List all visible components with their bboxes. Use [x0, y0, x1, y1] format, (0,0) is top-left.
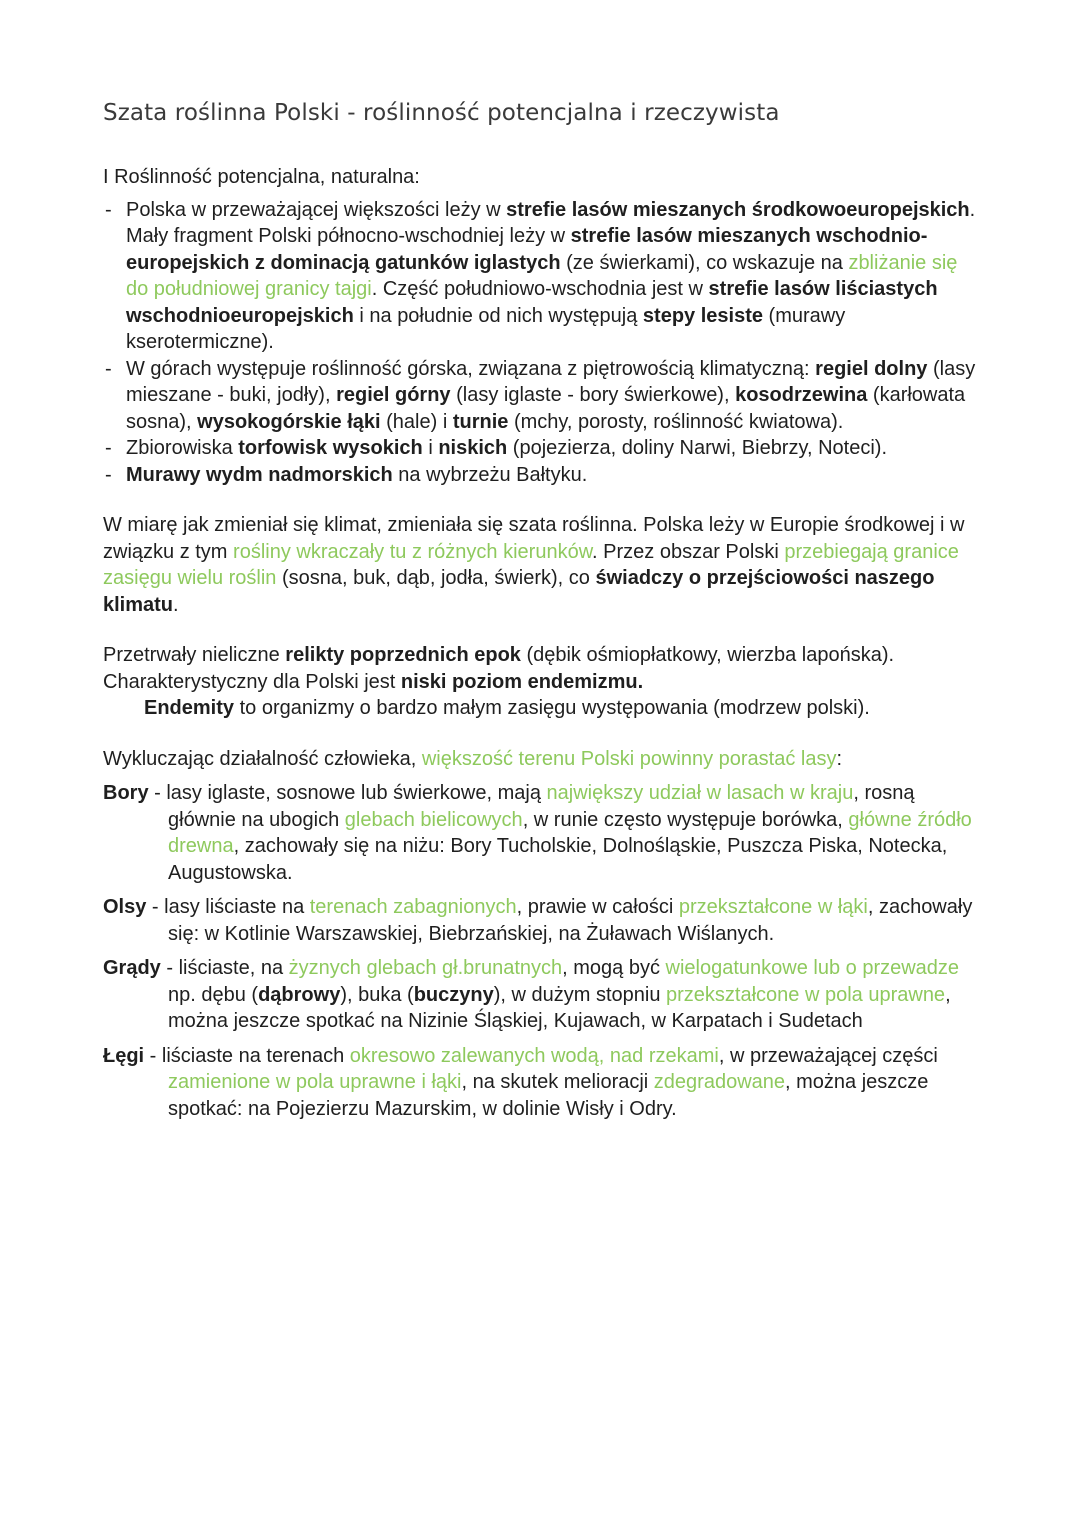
text-run: - liściaste na terenach [144, 1044, 350, 1067]
document-page [103, 100, 983, 1130]
text-run: , w runie często występuje borówka, [522, 808, 849, 831]
text-run: , na skutek melioracji [461, 1071, 654, 1093]
bold-term: buczyny [413, 983, 494, 1006]
potential-vegetation-section [103, 164, 983, 488]
bold-term: regiel dolny [815, 357, 928, 380]
text-run: W górach występuje roślinność górska, związana z piętrowością klimatyczną: [126, 357, 816, 380]
bold-term: wysokogórskie łąki [197, 410, 381, 433]
text-run: - lasy iglaste, sosnowe lub świerkowe, mają [148, 782, 547, 804]
text-run: Przetrwały nieliczne [103, 644, 286, 666]
bold-term: strefie lasów liściastych wschodnioeuropejskich [126, 278, 938, 327]
forests-section [103, 746, 983, 1123]
highlighted-phrase: okresowo zalewanych wodą, nad rzekami [349, 1044, 719, 1067]
text-run: (dębik ośmiopłatkowy, wierzba lapońska). Charakterystyczny dla Polski jest [103, 644, 895, 693]
text-run: (mchy, porosty, roślinność kwiatowa). [508, 410, 844, 433]
highlighted-phrase: glebach bielicowych [344, 808, 523, 831]
text-run: , rosną głównie na ubogich [168, 782, 915, 831]
relicts-paragraph-section [103, 642, 983, 722]
text-run: , można jeszcze spotkać na Nizinie Śląskiej, Kujawach, w Karpatach i Sudetach [168, 983, 951, 1032]
forest-type-term: Łęgi [103, 1044, 145, 1067]
bold-term: kosodrzewina [735, 384, 868, 406]
text-run: , prawie w całości [516, 896, 679, 918]
text-run: . Przez obszar Polski [592, 540, 785, 563]
highlighted-phrase: przekształcone w pola uprawne [666, 983, 946, 1006]
bullet-marker: - [105, 463, 112, 486]
text-run: - lasy liściaste na [146, 896, 310, 918]
bold-term: strefie lasów mieszanych środkowoeuropejskich [506, 198, 970, 221]
highlighted-phrase: terenach zabagnionych [309, 896, 517, 918]
bold-term: dąbrowy [258, 983, 341, 1006]
relicts-line [103, 642, 983, 695]
text-run: to organizmy o bardzo małym zasięgu występowania (modrzew polski). [234, 697, 870, 719]
text-run: (hale) i [380, 410, 453, 433]
forest-type-term: Olsy [103, 896, 147, 918]
text-run: : [836, 747, 843, 770]
highlighted-phrase: przebiegają granice zasięgu wielu roślin [103, 540, 959, 589]
text-run: (sosna, buk, dąb, jodła, świerk), co [276, 567, 596, 589]
bold-term: świadczy o przejściowości naszego klimatu [103, 567, 935, 616]
bold-term: Murawy wydm nadmorskich [126, 463, 393, 486]
text-run: , zachowały się: w Kotlinie Warszawskiej, Biebrzańskiej, na Żuławach Wiślanych. [168, 896, 973, 945]
text-run: (pojezierza, doliny Narwi, Biebrzy, Noteci). [507, 437, 888, 459]
bold-term: strefie lasów mieszanych wschodnio-europejskich z dominacją gatunków iglastych [126, 225, 928, 274]
highlighted-phrase: rośliny wkraczały tu z różnych kierunków [233, 540, 593, 563]
text-run: (lasy iglaste - bory świerkowe), [450, 384, 736, 406]
definition-line [103, 695, 983, 722]
text-run: Wykluczając działalność człowieka, [103, 747, 422, 770]
text-run: np. dębu ( [168, 983, 259, 1006]
highlighted-phrase: główne źródło drewna [168, 808, 972, 857]
highlighted-phrase: żyznych glebach gł.brunatnych [288, 957, 563, 979]
text-run: , w przeważającej części [718, 1044, 938, 1067]
potential-vegetation-list [103, 197, 983, 489]
highlighted-phrase: największy udział w lasach w kraju [546, 782, 854, 804]
bold-term: niski poziom endemizmu. [400, 670, 644, 693]
section-heading: I Roślinność potencjalna, naturalna: [103, 166, 420, 188]
text-run: , mogą być [562, 957, 666, 979]
forests-intro [103, 746, 983, 773]
highlighted-phrase: zdegradowane [653, 1071, 786, 1093]
highlighted-phrase: większość terenu Polski powinny porastać lasy [421, 747, 837, 770]
text-run: Zbiorowiska [126, 437, 239, 459]
bullet-marker: - [105, 357, 112, 380]
text-run: W miarę jak zmieniał się klimat, zmieniała się szata roślinna. Polska leży w Europie środkowej i w związku z tym [103, 514, 965, 563]
highlighted-phrase: wielogatunkowe lub o przewadze [665, 957, 960, 979]
forest-type-entry [103, 780, 983, 886]
text-run: Polska w przeważającej większości leży w [126, 198, 507, 221]
text-run: ), w dużym stopniu [493, 983, 667, 1006]
text-run: . Mały fragment Polski północno-wschodniej leży w [126, 198, 976, 247]
text-run: i [422, 437, 439, 459]
highlighted-phrase: zbliżanie się do południowej granicy tajgi [126, 251, 958, 300]
page-title: Szata roślinna Polski - roślinność potencjalna i rzeczywista [103, 100, 780, 126]
bold-term: torfowisk wysokich [238, 437, 423, 459]
highlighted-phrase: przekształcone w łąki [678, 896, 868, 918]
climate-paragraph [103, 512, 983, 618]
list-item [103, 462, 983, 489]
text-run: i na południe od nich występują [353, 304, 643, 327]
text-run: - liściaste, na [160, 957, 289, 979]
bold-term: regiel górny [336, 384, 451, 406]
text-run: , zachowały się na niżu: Bory Tucholskie, Dolnośląskie, Puszcza Piska, Notecka, Augustowska. [168, 835, 948, 884]
forest-types-list [103, 780, 983, 1122]
highlighted-phrase: zamienione w pola uprawne i łąki [168, 1071, 462, 1093]
forest-type-entry [103, 1043, 983, 1123]
bullet-marker: - [105, 437, 112, 459]
text-run: , można jeszcze spotkać: na Pojezierzu Mazurskim, w dolinie Wisły i Odry. [168, 1071, 929, 1120]
bullet-marker: - [105, 198, 112, 221]
text-run: (murawy kserotermiczne). [126, 304, 846, 353]
bold-term: turnie [452, 410, 509, 433]
forest-type-term: Bory [103, 782, 149, 804]
text-run: . [173, 593, 179, 616]
bold-term: relikty poprzednich epok [285, 644, 521, 666]
text-run: (ze świerkami), co wskazuje na [560, 251, 849, 274]
forest-type-entry [103, 894, 983, 947]
text-run: (karłowata sosna), [126, 384, 966, 433]
bold-term: niskich [438, 437, 508, 459]
text-run: na wybrzeżu Bałtyku. [392, 463, 588, 486]
list-item [103, 435, 983, 462]
text-run: (lasy mieszane - buki, jodły), [126, 357, 976, 406]
text-run: . Część południowo-wschodnia jest w [371, 278, 709, 300]
list-item [103, 197, 983, 356]
climate-paragraph-section [103, 512, 983, 618]
forest-type-entry [103, 955, 983, 1035]
list-item [103, 356, 983, 436]
text-run: ), buka ( [340, 983, 414, 1006]
forest-type-term: Grądy [103, 957, 161, 979]
bold-term: Endemity [144, 697, 235, 719]
bold-term: stepy lesiste [642, 304, 763, 327]
